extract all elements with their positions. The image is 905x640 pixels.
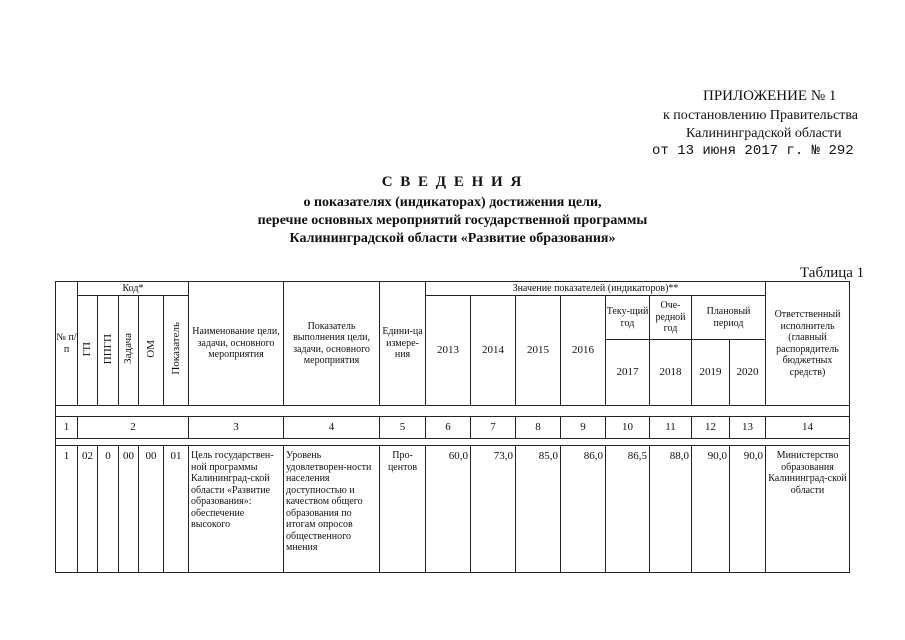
header-next-year-label: Оче-редной год	[650, 296, 692, 340]
header-unit: Едини-ца измере-ния	[380, 282, 426, 406]
col-number: 5	[380, 417, 426, 439]
header-code-indicator: Показатель	[164, 296, 189, 406]
header-code-gp: ГП	[78, 296, 98, 406]
col-number: 14	[766, 417, 850, 439]
row-code-gp: 02	[78, 446, 98, 573]
col-number: 8	[516, 417, 561, 439]
header-indicator: Показатель выполнения цели, задачи, основного мероприятия	[284, 282, 380, 406]
table-label: Таблица 1	[800, 265, 865, 281]
col-number: 3	[189, 417, 284, 439]
header-year-2015: 2015	[516, 296, 561, 406]
heading-line-3: Калининградской области «Развитие образования»	[289, 231, 616, 246]
row-num: 1	[56, 446, 78, 573]
row-value-2014: 73,0	[471, 446, 516, 573]
row-indicator: Уровень удовлетворен-ности населения доступностью и качеством общего образования по итогам опросов общественного мнения	[284, 446, 380, 573]
header-year-2019: 2019	[692, 340, 730, 406]
appendix-date-line	[652, 143, 854, 159]
header-name: Наименование цели, задачи, основного мероприятия	[189, 282, 284, 406]
row-value-2020: 90,0	[730, 446, 766, 573]
row-value-2016: 86,0	[561, 446, 606, 573]
row-code-indicator: 01	[164, 446, 189, 573]
col-number: 2	[78, 417, 189, 439]
header-num: № п/п	[56, 282, 78, 406]
col-number: 6	[426, 417, 471, 439]
row-code-task: 00	[119, 446, 139, 573]
number-value: 292	[828, 143, 854, 159]
appendix-title: ПРИЛОЖЕНИЕ № 1	[703, 88, 837, 104]
row-name: Цель государствен-ной программы Калининград-ской области «Развитие образования»: обеспечение высокого	[189, 446, 284, 573]
row-value-2015: 85,0	[516, 446, 561, 573]
header-responsible: Ответственный исполнитель (главный распорядитель бюджетных средств)	[766, 282, 850, 406]
row-value-2013: 60,0	[426, 446, 471, 573]
header-plan-period-label: Плановый период	[692, 296, 766, 340]
header-year-2016: 2016	[561, 296, 606, 406]
header-values-group: Значение показателей (индикаторов)**	[426, 282, 766, 296]
row-value-2019: 90,0	[692, 446, 730, 573]
col-number: 12	[692, 417, 730, 439]
header-year-2020: 2020	[730, 340, 766, 406]
row-unit: Про-центов	[380, 446, 426, 573]
row-code-ppgp: 0	[98, 446, 119, 573]
col-number: 4	[284, 417, 380, 439]
header-code-om: ОМ	[139, 296, 164, 406]
header-current-year-label: Теку-щий год	[606, 296, 650, 340]
col-number: 11	[650, 417, 692, 439]
header-year-2014: 2014	[471, 296, 516, 406]
appendix-line-3: Калининградской области	[686, 126, 842, 141]
header-year-2013: 2013	[426, 296, 471, 406]
number-prefix: №	[811, 143, 821, 159]
date-value: 13 июня 2017 г.	[677, 143, 804, 159]
col-number: 9	[561, 417, 606, 439]
heading-line-1: о показателях (индикаторах) достижения цели,	[303, 195, 602, 210]
row-value-2017: 86,5	[606, 446, 650, 573]
appendix-line-2: к постановлению Правительства	[663, 108, 859, 123]
column-numbers-row	[56, 417, 850, 439]
row-value-2018: 88,0	[650, 446, 692, 573]
table-row	[56, 446, 850, 573]
header-code-ppgp: ППГП	[98, 296, 119, 406]
heading-line-2: перечне основных мероприятий государственной программы	[257, 213, 648, 228]
col-number: 1	[56, 417, 78, 439]
date-prefix: от	[652, 143, 669, 159]
header-code: Код*	[78, 282, 189, 296]
header-year-2018: 2018	[650, 340, 692, 406]
col-number: 7	[471, 417, 516, 439]
header-code-task: Задача	[119, 296, 139, 406]
row-code-om: 00	[139, 446, 164, 573]
header-year-2017: 2017	[606, 340, 650, 406]
document-title: С В Е Д Е Н И Я	[381, 174, 524, 190]
indicators-table	[55, 281, 850, 573]
col-number: 10	[606, 417, 650, 439]
col-number: 13	[730, 417, 766, 439]
row-responsible: Министерство образования Калининград-ской области	[766, 446, 850, 573]
